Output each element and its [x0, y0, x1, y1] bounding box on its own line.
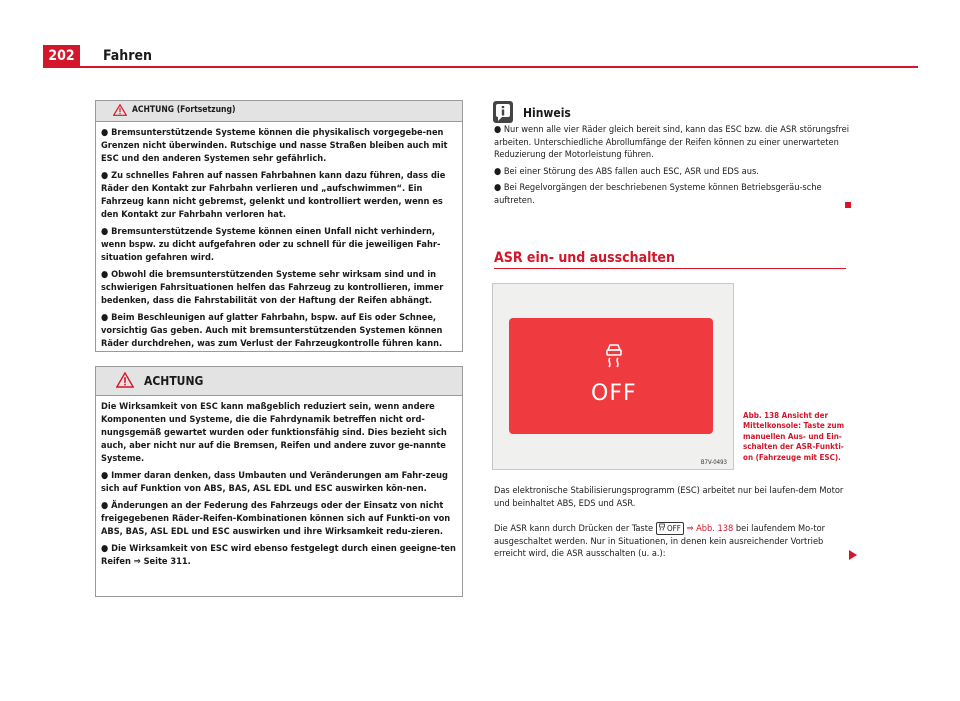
skidding-car-icon	[659, 523, 665, 531]
page-number: 202	[43, 45, 80, 67]
caution-box-title: ACHTUNG (Fortsetzung)	[132, 105, 236, 115]
hint-item: ● Bei Regelvorgängen der beschriebenen Systeme können Betriebsgeräu-sche auftreten.	[494, 182, 822, 206]
warning-box-header	[96, 367, 462, 396]
off-key-symbol	[656, 522, 684, 535]
caution-item: ● Bremsunterstützende Systeme können einen Unfall nicht verhindern, wenn bspw. zu dicht aufgefahren oder zu schnell für die jeweiligen Fahr-situation gefahren wird.	[101, 226, 441, 263]
warning-triangle-icon	[116, 372, 134, 388]
caution-item: ● Obwohl die bremsunterstützenden Systeme sehr wirksam sind und in schwierigen Fahrsituationen helfen das Fahrzeug zu kontrollieren, immer bedenken, dass die Fahrstabilität von der Haftung der Reifen abhängt.	[101, 269, 444, 306]
hint-item: ● Bei einer Störung des ABS fallen auch ESC, ASR und EDS aus.	[494, 165, 759, 177]
section-end-marker	[845, 202, 851, 208]
figure-code: B7V-0493	[700, 459, 727, 466]
body-paragraph: Das elektronische Stabilisierungsprogramm (ESC) arbeitet nur bei laufen-dem Motor und beinhaltet ABS, EDS und ASR.	[494, 485, 844, 509]
warning-box	[95, 366, 463, 597]
warning-item: ● Die Wirksamkeit von ESC wird ebenso festgelegt durch einen geeigne-ten Reifen ⇒ Seite 311.	[101, 543, 456, 567]
warning-triangle-icon	[113, 104, 127, 116]
caution-item: ● Bremsunterstützende Systeme können die physikalisch vorgegebe-nen Grenzen nicht überwinden. Rutschige und nasse Straßen bleiben auch mit ESC und den anderen Systemen sehr gefährlich.	[101, 127, 448, 164]
warning-box-title: ACHTUNG	[144, 374, 204, 388]
section-title: Fahren	[103, 48, 152, 64]
caution-box	[95, 100, 463, 352]
section-heading: ASR ein- und ausschalten	[494, 250, 675, 266]
hint-body	[494, 124, 850, 211]
warning-intro: Die Wirksamkeit von ESC kann maßgeblich reduziert sein, wenn andere Komponenten und Systeme, die die Fahrdynamik betreffen nicht ord-nungsgemäß gewartet wurden oder funktionsfähig sind. Dies bezieht sich auch, aber nicht nur auf die Bremsen, Reifen und andere zuvor ge-nannte Systeme.	[101, 401, 447, 464]
warning-item: ● Änderungen an der Federung des Fahrzeugs oder der Einsatz von nicht freigegebenen Räder-Reifen-Kombinationen können sich auf Funkti-on von ABS, BAS, ASL EDL und ESC auswirken und ihre Wirksamkeit redu-zieren.	[101, 500, 451, 537]
caution-box-header	[96, 101, 462, 122]
asr-off-button-illustration	[509, 318, 713, 434]
hint-title: Hinweis	[523, 106, 571, 120]
figure-asr-button	[492, 283, 734, 470]
body-text: bei laufendem Mo-tor ausgeschaltet werden. Nur in Situationen, in denen kein ausreichender Vortrieb erreicht wird, die ASR ausschalten (u. a.):	[494, 523, 826, 559]
body-paragraph	[494, 522, 850, 561]
hint-item: ● Nur wenn alle vier Räder gleich bereit sind, kann das ESC bzw. die ASR störungsfrei arbeiten. Unterschiedliche Abrollumfänge der Reifen können zu einer unerwarteten Reduzierung der Motorleistung führen.	[494, 124, 850, 160]
header-rule	[43, 66, 918, 68]
caution-item: ● Zu schnelles Fahren auf nassen Fahrbahnen kann dazu führen, dass die Räder den Kontakt zur Fahrbahn verlieren und „aufschwimmen“. Ein Fahrzeug kann nicht gebremst, gelenkt und kontrolliert werden, wenn es den Kontakt zur Fahrbahn verloren hat.	[101, 170, 446, 220]
off-key-label: OFF	[666, 524, 681, 533]
button-off-label: OFF	[591, 381, 637, 406]
body-text: Die ASR kann durch Drücken der Taste	[494, 523, 656, 534]
info-icon	[493, 101, 513, 123]
caution-item: ● Beim Beschleunigen auf glatter Fahrbahn, bspw. auf Eis oder Schnee, vorsichtig Gas geben. Auch mit bremsunterstützenden Systemen können Räder durchdrehen, was zum Verlust der Fahrzeugkontrolle führen kann.	[101, 312, 443, 349]
section-heading-rule	[494, 268, 846, 269]
info-glyph-icon	[493, 101, 513, 123]
continue-arrow-icon	[849, 550, 857, 560]
warning-item: ● Immer daran denken, dass Umbauten und Veränderungen am Fahr-zeug sich auf Funktion von ABS, BAS, ASL EDL und ESC auswirken kön-nen.	[101, 470, 448, 494]
figure-caption: Abb. 138 Ansicht der Mittelkonsole: Taste zum manuellen Aus- und Ein-schalten der ASR-Funkti-on (Fahrzeuge mit ESC).	[743, 411, 845, 462]
skidding-car-icon	[605, 342, 623, 370]
figure-reference-link[interactable]: ⇒ Abb. 138	[683, 523, 734, 534]
